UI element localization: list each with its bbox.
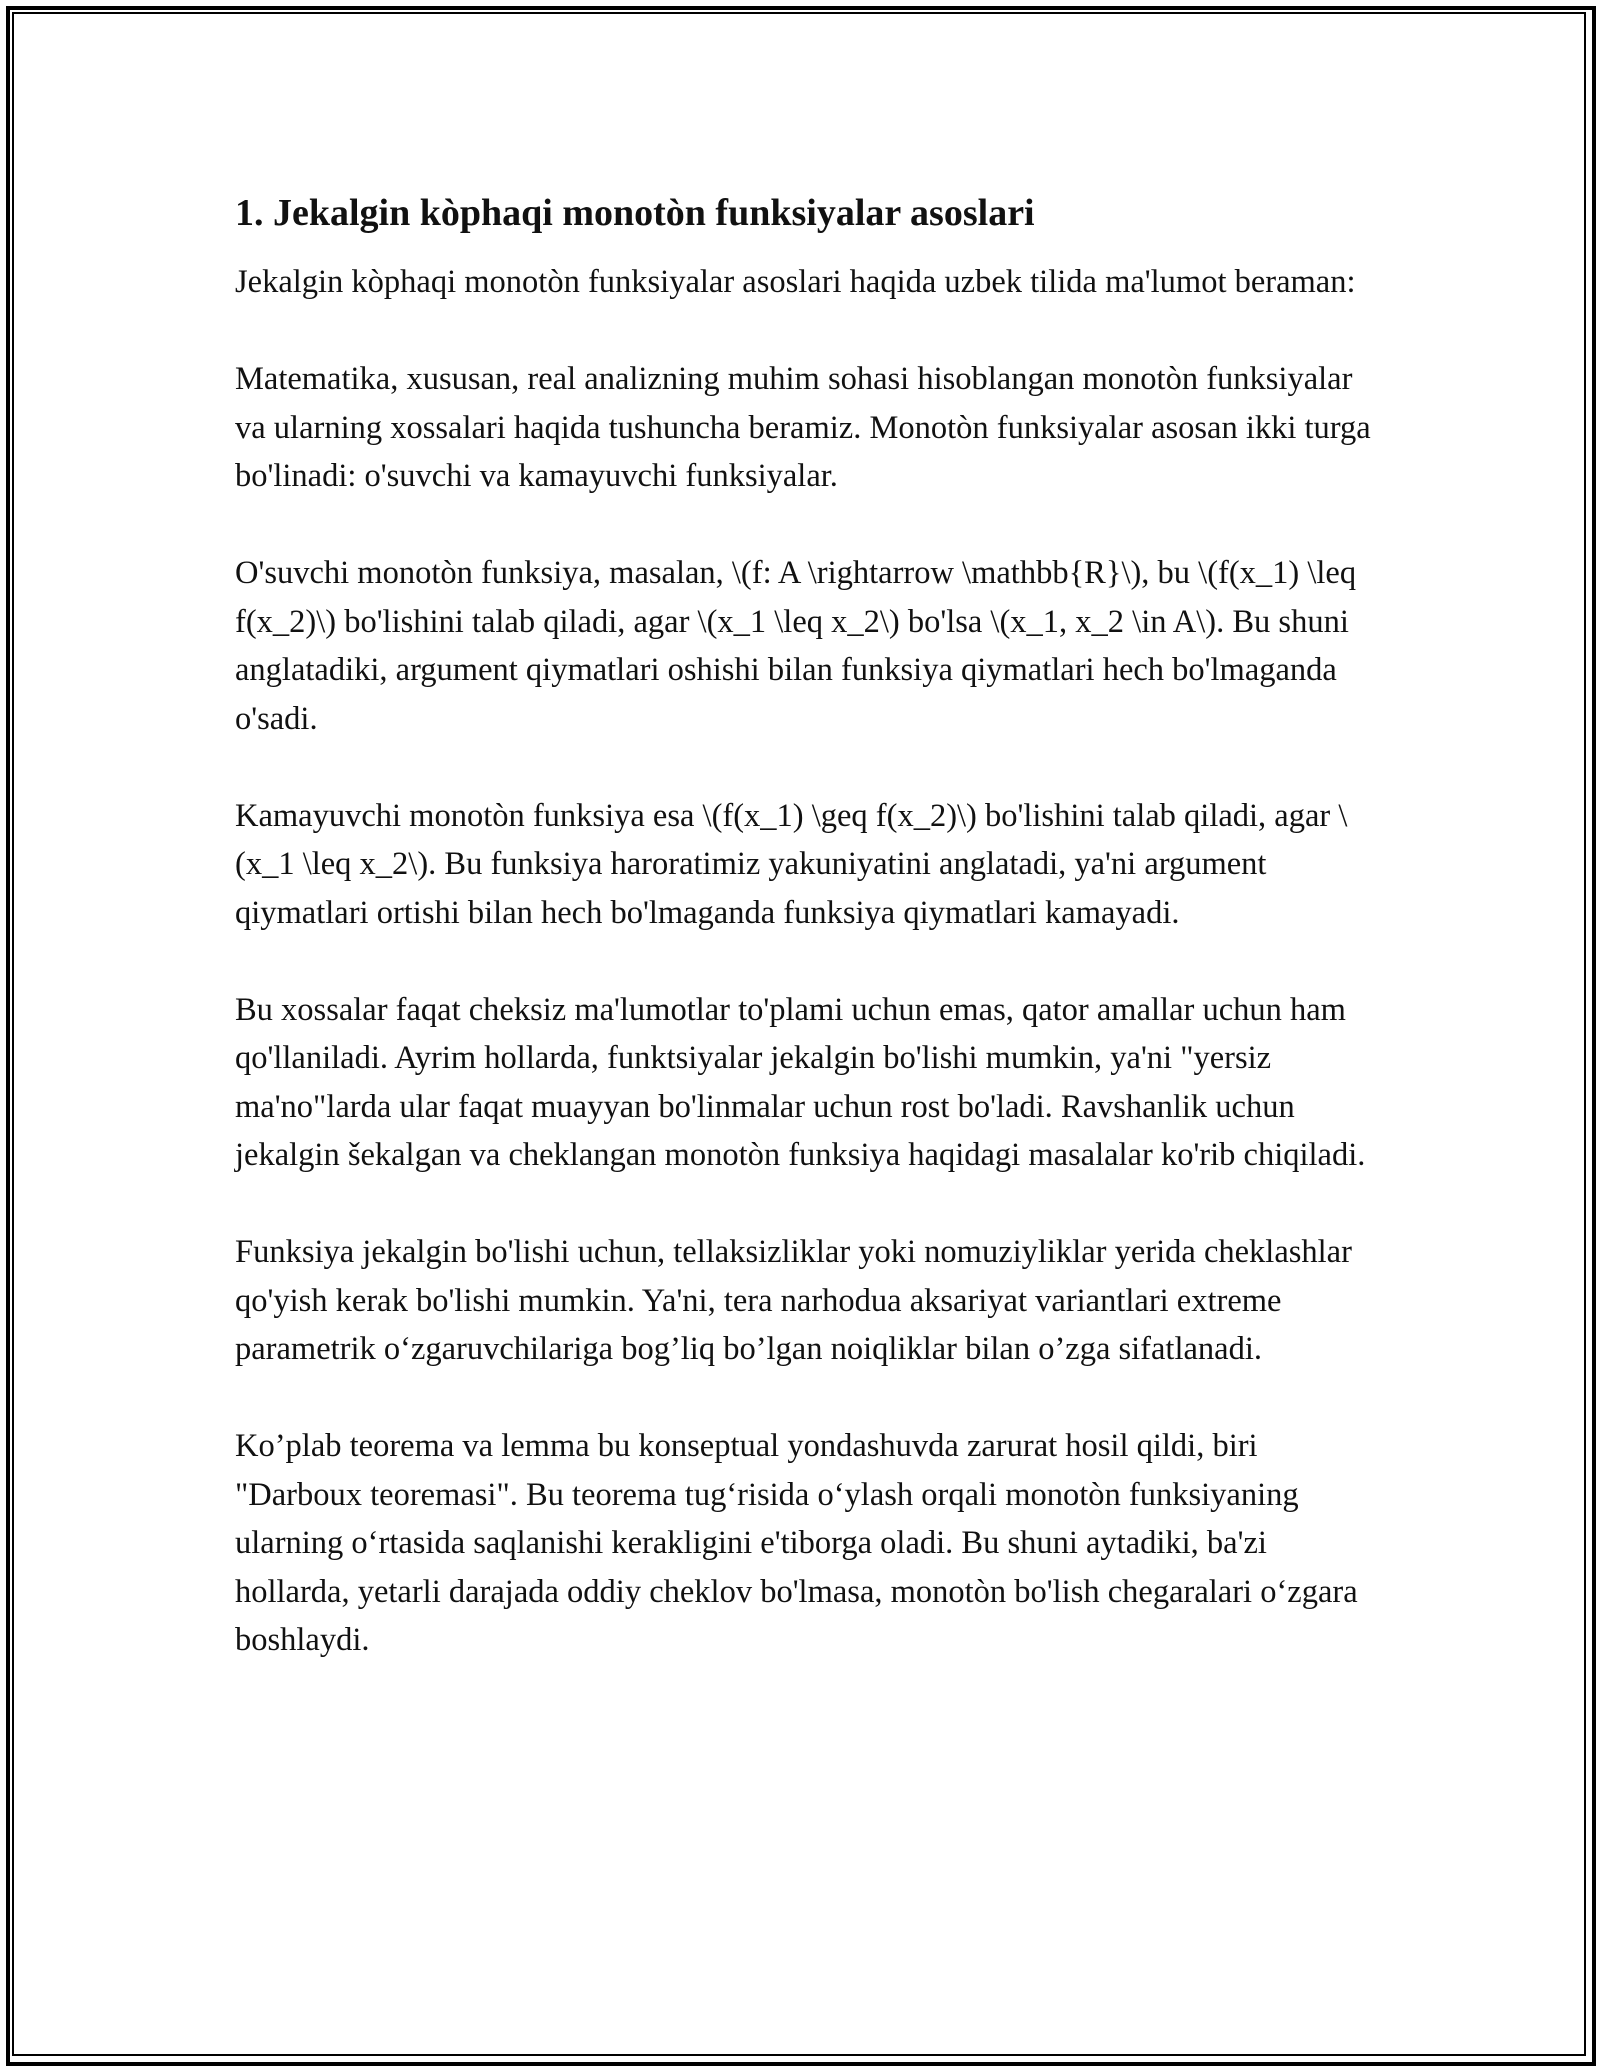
- document-body: [235, 186, 1385, 1713]
- section-title: 1. Jekalgin kòphaqi monotòn funksiyalar asoslari: [235, 192, 1035, 234]
- paragraph-overview: Matematika, xususan, real analizning muhim sohasi hisoblangan monotòn funksiyalar va ularning xossalari haqida tushuncha beramiz. Monotòn funksiyalar asosan ikki turga bo'linadi: o'suvchi va kamayuvchi funksiyalar.: [235, 361, 1371, 494]
- paragraph-theorems: Ko’plab teorema va lemma bu konseptual yondashuvda zarurat hosil qildi, biri "Darboux teoremasi". Bu teorema tug‘risida o‘ylash orqali monotòn funksiyaning ularning o‘rtasida saqlanishi kerakligini e'tiborga oladi. Bu shuni aytadiki, ba'zi hollarda, yetarli darajada oddiy cheklov bo'lmasa, monotòn bo'lish chegaralari o‘zgara boshlaydi.: [235, 1428, 1358, 1658]
- paragraph-constraints: Funksiya jekalgin bo'lishi uchun, tellaksizliklar yoki nomuziyliklar yerida cheklashlar qo'yish kerak bo'lishi mumkin. Ya'ni, tera narhodua aksariyat variantlari extreme parametrik o‘zgaruvchilariga bog’liq bo’lgan noiqliklar bilan o’zga sifatlanadi.: [235, 1234, 1352, 1367]
- paragraph-properties: Bu xossalar faqat cheksiz ma'lumotlar to'plami uchun emas, qator amallar uchun ham qo'llaniladi. Ayrim hollarda, funktsiyalar jekalgin bo'lishi mumkin, ya'ni "yersiz ma'no"larda ular faqat muayyan bo'linmalar uchun rost bo'ladi. Ravshanlik uchun jekalgin šekalgan va cheklangan monotòn funksiya haqidagi masalalar ko'rib chiqiladi.: [235, 991, 1366, 1173]
- paragraph-intro: Jekalgin kòphaqi monotòn funksiyalar asoslari haqida uzbek tilida ma'lumot beraman:: [235, 264, 1356, 300]
- paragraph-increasing: O'suvchi monotòn funksiya, masalan, \(f: A \rightarrow \mathbb{R}\), bu \(f(x_1) \leq f(x_2)\) bo'lishini talab qiladi, agar \(x_1 \leq x_2\) bo'lsa \(x_1, x_2 \in A\). Bu shuni anglatadiki, argument qiymatlari oshishi bilan funksiya qiymatlari hech bo'lmaganda o'sadi.: [235, 555, 1357, 737]
- paragraph-decreasing: Kamayuvchi monotòn funksiya esa \(f(x_1) \geq f(x_2)\) bo'lishini talab qiladi, agar \(x_1 \leq x_2\). Bu funksiya haroratimiz yakuniyatini anglatadi, ya'ni argument qiymatlari ortishi bilan hech bo'lmaganda funksiya qiymatlari kamayadi.: [235, 797, 1348, 931]
